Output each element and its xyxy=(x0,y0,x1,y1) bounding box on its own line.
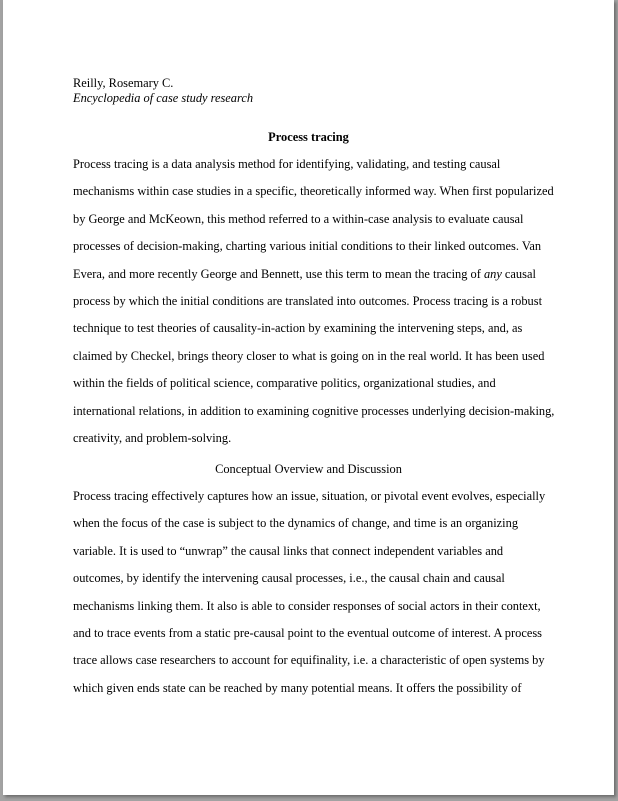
paragraph-line: creativity, and problem-solving. xyxy=(73,430,232,445)
intro-paragraph xyxy=(73,157,555,458)
paragraph-line: processes of decision-making, charting various initial conditions to their linked outcomes. Van xyxy=(73,239,542,254)
document-page xyxy=(3,0,614,795)
paragraph-line: variable. It is used to “unwrap” the causal links that connect independent variables and xyxy=(73,543,504,558)
paragraph-line: mechanisms within case studies in a specific, theoretically informed way. When first popularized xyxy=(73,184,554,199)
emphasis-text: any xyxy=(483,266,502,281)
paragraph-line xyxy=(73,267,548,294)
paragraph-line: which given ends state can be reached by many potential means. It offers the possibility of xyxy=(73,680,522,695)
source-title: Encyclopedia of case study research xyxy=(73,91,254,105)
article-title: Process tracing xyxy=(268,130,349,144)
line-text-after: causal xyxy=(501,266,536,281)
discussion-paragraph xyxy=(73,489,548,708)
paragraph-line: claimed by Checkel, brings theory closer to what is going on in the real world. It has been used xyxy=(73,348,545,363)
paragraph-line: international relations, in addition to examining cognitive processes underlying decision-making, xyxy=(73,403,555,418)
paragraph-line: technique to test theories of causality-in-action by examining the intervening steps, and, as xyxy=(73,321,523,336)
paragraph-line: mechanisms linking them. It also is able to consider responses of social actors in their context, xyxy=(73,598,541,613)
author-name: Reilly, Rosemary C. xyxy=(73,76,174,90)
paragraph-line: trace allows case researchers to account for equifinality, i.e. a characteristic of open systems by xyxy=(73,653,545,668)
paragraph-line: and to trace events from a static pre-causal point to the eventual outcome of interest. A process xyxy=(73,625,542,640)
section-heading: Conceptual Overview and Discussion xyxy=(215,462,402,476)
paragraph-line: outcomes, by identify the intervening causal processes, i.e., the causal chain and causal xyxy=(73,571,505,586)
paragraph-line: by George and McKeown, this method referred to a within-case analysis to evaluate causal xyxy=(73,211,524,226)
paragraph-line: Process tracing is a data analysis method for identifying, validating, and testing causal xyxy=(73,157,501,171)
citation-header xyxy=(73,76,253,106)
line-text-before: Evera, and more recently George and Bennett, use this term to mean the tracing of xyxy=(73,266,484,281)
paragraph-line: when the focus of the case is subject to the dynamics of change, and time is an organizing xyxy=(73,516,519,531)
paragraph-line: Process tracing effectively captures how an issue, situation, or pivotal event evolves, especially xyxy=(73,489,546,503)
paragraph-line: within the fields of political science, comparative politics, organizational studies, and xyxy=(73,376,496,391)
paragraph-line: process by which the initial conditions are translated into outcomes. Process tracing is a robust xyxy=(73,293,543,308)
